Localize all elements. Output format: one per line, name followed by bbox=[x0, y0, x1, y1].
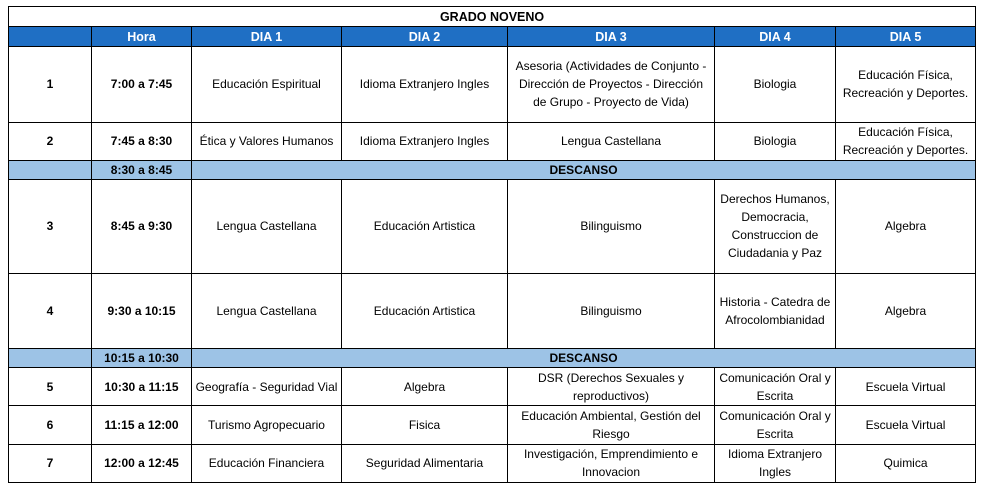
header-day: DIA 2 bbox=[342, 27, 508, 47]
subject-cell: Escuela Virtual bbox=[836, 368, 976, 406]
header-num bbox=[9, 27, 92, 47]
subject-cell: Fisica bbox=[342, 406, 508, 444]
header-day: DIA 3 bbox=[508, 27, 715, 47]
class-row bbox=[9, 47, 976, 122]
period-time: 11:15 a 12:00 bbox=[92, 406, 192, 444]
period-number: 3 bbox=[9, 180, 92, 274]
subject-cell: DSR (Derechos Sexuales y reproductivos) bbox=[508, 368, 715, 406]
subject-cell: Educación Ambiental, Gestión del Riesgo bbox=[508, 406, 715, 444]
period-time: 8:45 a 9:30 bbox=[92, 180, 192, 274]
period-number: 1 bbox=[9, 47, 92, 122]
subject-cell: Historia - Catedra de Afrocolombianidad bbox=[715, 273, 836, 348]
break-label: DESCANSO bbox=[192, 349, 976, 368]
break-label: DESCANSO bbox=[192, 160, 976, 179]
subject-cell: Algebra bbox=[342, 368, 508, 406]
subject-cell: Ética y Valores Humanos bbox=[192, 122, 342, 160]
subject-cell: Comunicación Oral y Escrita bbox=[715, 368, 836, 406]
subject-cell: Seguridad Alimentaria bbox=[342, 444, 508, 482]
subject-cell: Bilinguismo bbox=[508, 180, 715, 274]
period-number: 7 bbox=[9, 444, 92, 482]
subject-cell: Idioma Extranjero Ingles bbox=[342, 47, 508, 122]
subject-cell: Algebra bbox=[836, 180, 976, 274]
subject-cell: Lengua Castellana bbox=[192, 273, 342, 348]
period-time: 9:30 a 10:15 bbox=[92, 273, 192, 348]
header-day: DIA 5 bbox=[836, 27, 976, 47]
period-number bbox=[9, 349, 92, 368]
subject-cell: Idioma Extranjero Ingles bbox=[715, 444, 836, 482]
subject-cell: Idioma Extranjero Ingles bbox=[342, 122, 508, 160]
subject-cell: Biologia bbox=[715, 47, 836, 122]
subject-cell: Educación Financiera bbox=[192, 444, 342, 482]
period-number: 4 bbox=[9, 273, 92, 348]
subject-cell: Derechos Humanos, Democracia, Construccion de Ciudadania y Paz bbox=[715, 180, 836, 274]
subject-cell: Educación Espiritual bbox=[192, 47, 342, 122]
period-time: 10:15 a 10:30 bbox=[92, 349, 192, 368]
header-day: DIA 1 bbox=[192, 27, 342, 47]
header-day: DIA 4 bbox=[715, 27, 836, 47]
class-row bbox=[9, 406, 976, 444]
subject-cell: Investigación, Emprendimiento e Innovacion bbox=[508, 444, 715, 482]
period-time: 10:30 a 11:15 bbox=[92, 368, 192, 406]
break-row bbox=[9, 349, 976, 368]
period-time: 7:45 a 8:30 bbox=[92, 122, 192, 160]
subject-cell: Quimica bbox=[836, 444, 976, 482]
subject-cell: Educación Física, Recreación y Deportes. bbox=[836, 47, 976, 122]
subject-cell: Turismo Agropecuario bbox=[192, 406, 342, 444]
header-hora: Hora bbox=[92, 27, 192, 47]
subject-cell: Educación Física, Recreación y Deportes. bbox=[836, 122, 976, 160]
subject-cell: Lengua Castellana bbox=[508, 122, 715, 160]
break-row bbox=[9, 160, 976, 179]
period-number: 5 bbox=[9, 368, 92, 406]
period-time: 12:00 a 12:45 bbox=[92, 444, 192, 482]
period-time: 8:30 a 8:45 bbox=[92, 160, 192, 179]
schedule-table bbox=[8, 6, 976, 483]
class-row bbox=[9, 273, 976, 348]
subject-cell: Bilinguismo bbox=[508, 273, 715, 348]
subject-cell: Escuela Virtual bbox=[836, 406, 976, 444]
subject-cell: Comunicación Oral y Escrita bbox=[715, 406, 836, 444]
period-time: 7:00 a 7:45 bbox=[92, 47, 192, 122]
class-row bbox=[9, 444, 976, 482]
subject-cell: Geografía - Seguridad Vial bbox=[192, 368, 342, 406]
period-number bbox=[9, 160, 92, 179]
schedule-title: GRADO NOVENO bbox=[9, 7, 976, 27]
subject-cell: Asesoria (Actividades de Conjunto - Dirección de Proyectos - Dirección de Grupo - Proyecto de Vida) bbox=[508, 47, 715, 122]
class-row bbox=[9, 122, 976, 160]
subject-cell: Lengua Castellana bbox=[192, 180, 342, 274]
class-row bbox=[9, 180, 976, 274]
period-number: 6 bbox=[9, 406, 92, 444]
subject-cell: Biologia bbox=[715, 122, 836, 160]
subject-cell: Educación Artistica bbox=[342, 273, 508, 348]
subject-cell: Algebra bbox=[836, 273, 976, 348]
subject-cell: Educación Artistica bbox=[342, 180, 508, 274]
period-number: 2 bbox=[9, 122, 92, 160]
class-row bbox=[9, 368, 976, 406]
header-row bbox=[9, 27, 976, 47]
